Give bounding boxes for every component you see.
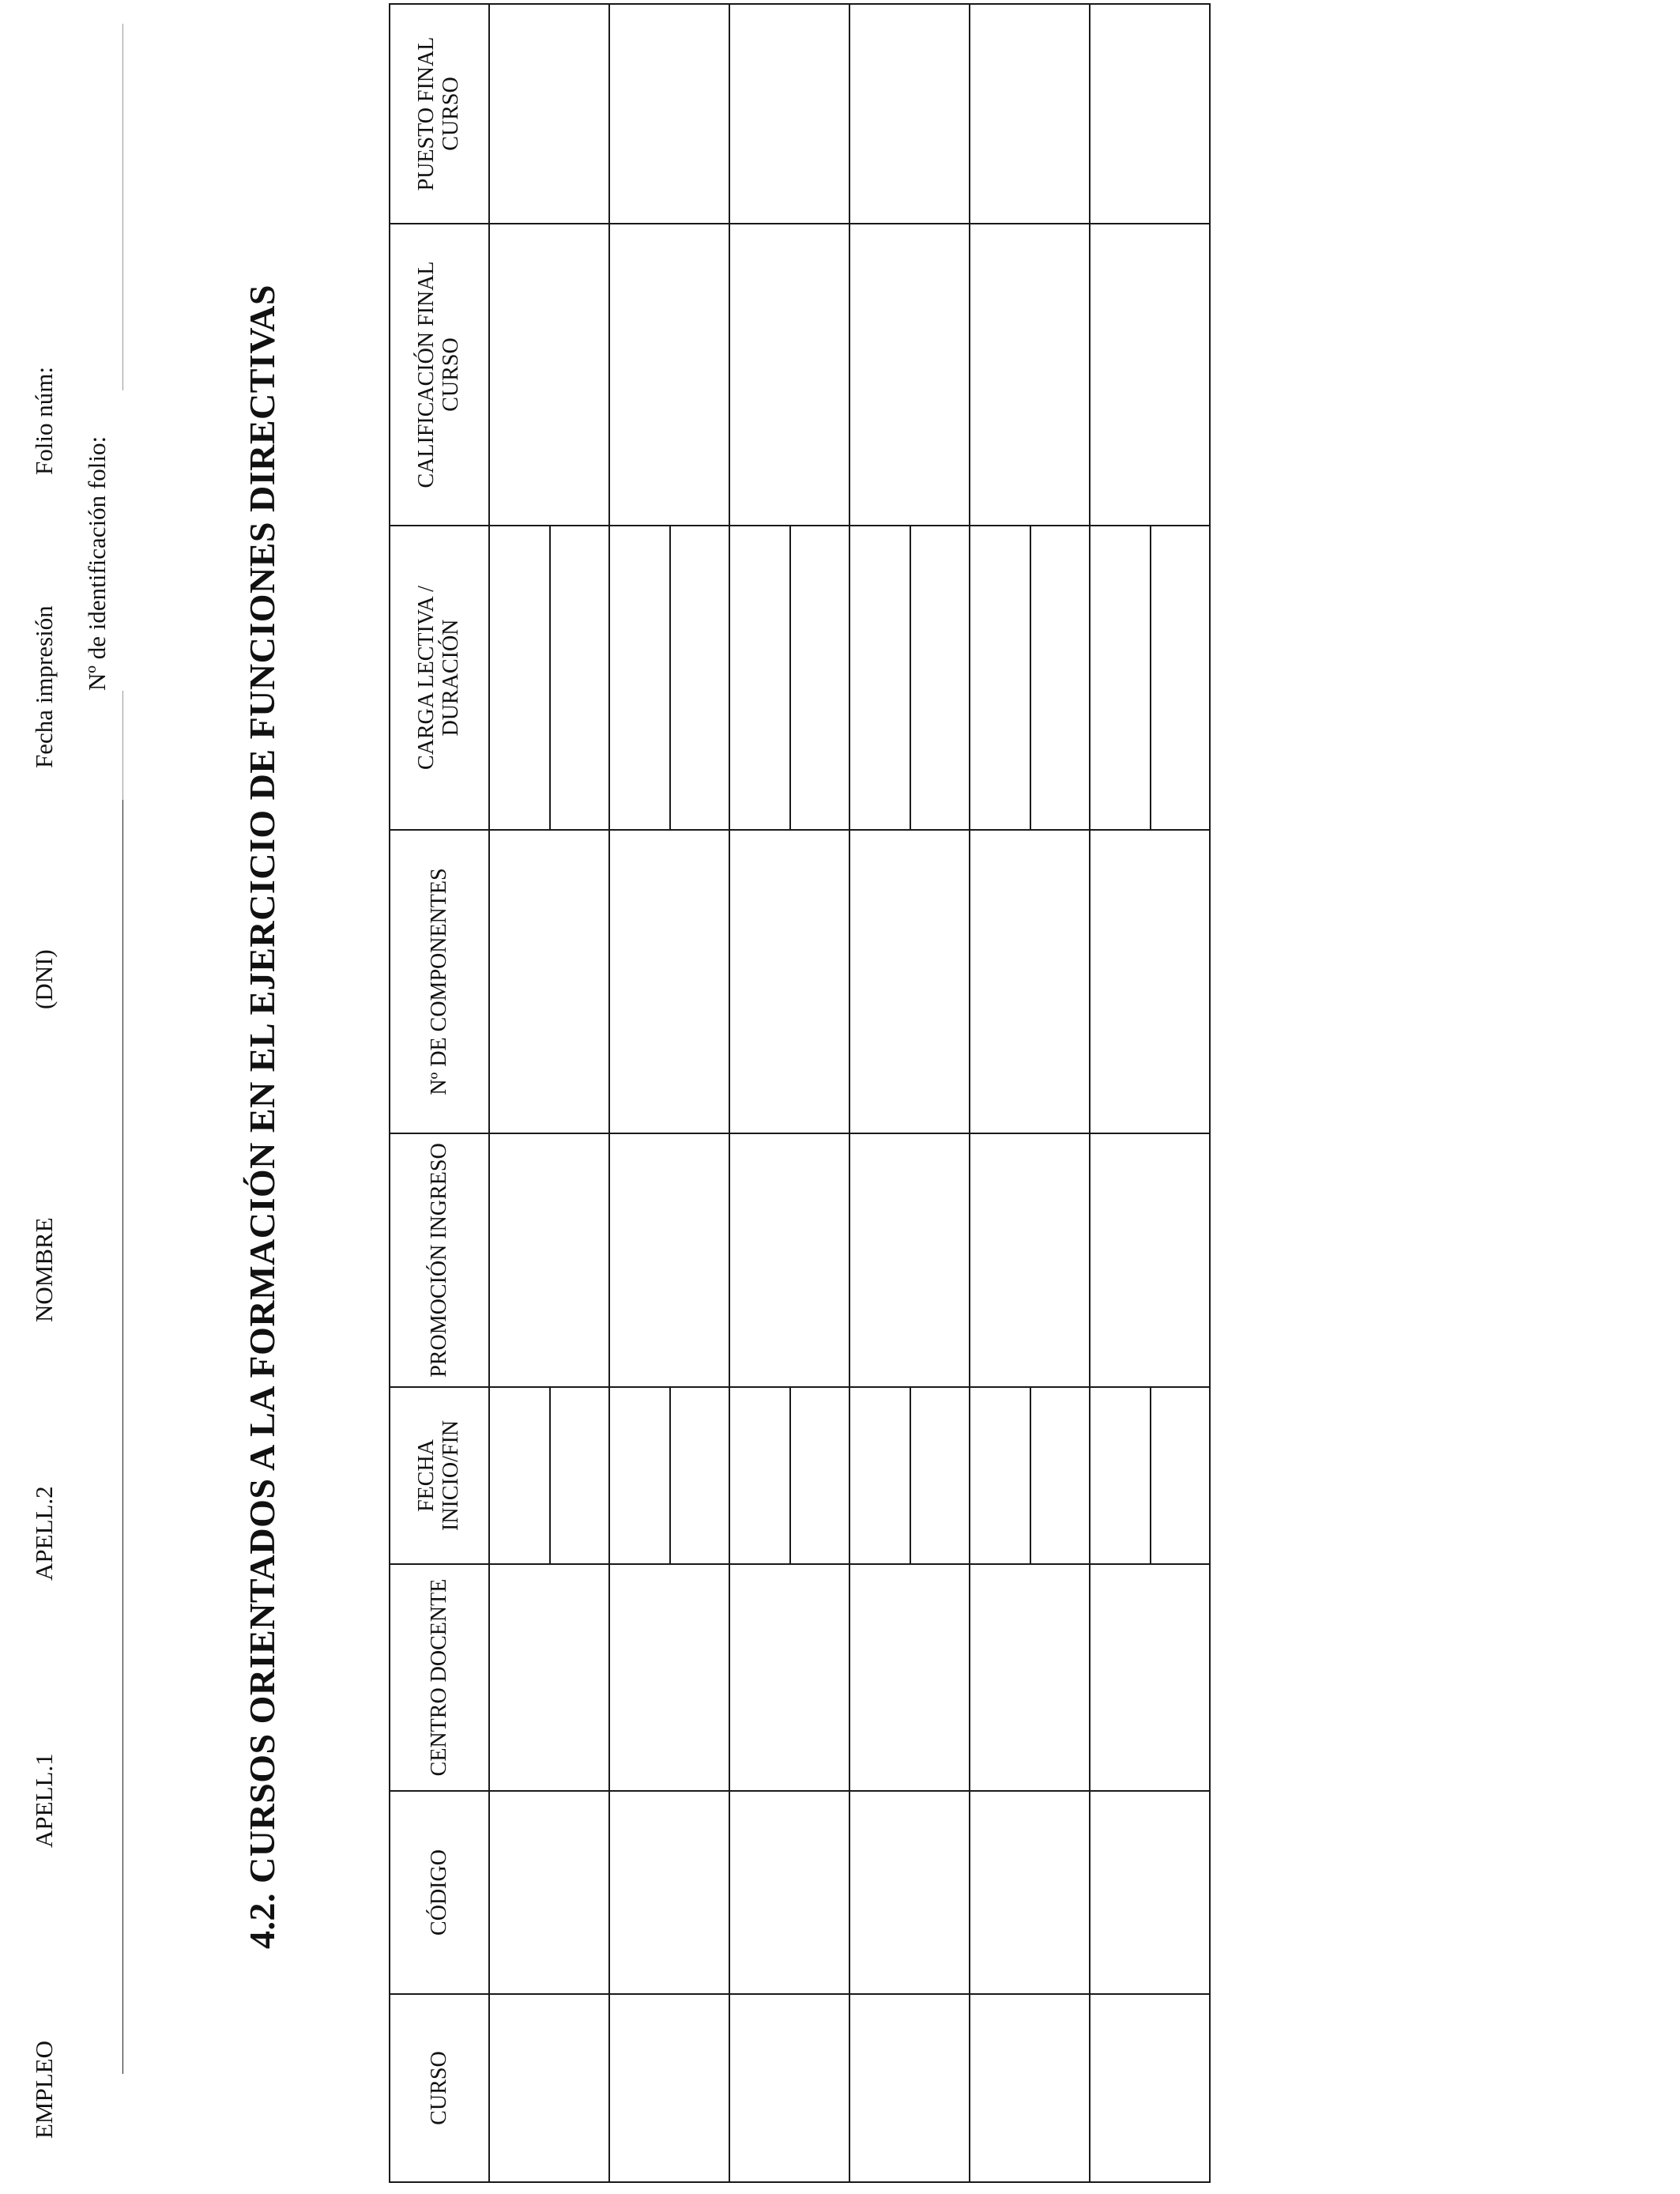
id-folio-label: Nº de identificación folio: xyxy=(83,435,111,691)
folio-num-label: Folio núm: xyxy=(30,367,58,475)
cell-promocion-ingreso[interactable] xyxy=(609,1133,729,1387)
cell-puesto[interactable] xyxy=(849,4,970,224)
cell-curso[interactable] xyxy=(970,1994,1090,2182)
cell-codigo[interactable] xyxy=(970,1791,1090,1994)
cell-subdivider xyxy=(1030,1388,1031,1563)
section-title: 4.2. CURSOS ORIENTADOS A LA FORMACIÓN EN EL EJERCICIO DE FUNCIONES DIRECTIVAS xyxy=(242,285,282,1949)
cell-centro-docente[interactable] xyxy=(489,1564,609,1791)
cell-subdivider xyxy=(549,1388,551,1563)
col-header-promocion-ingreso: PROMOCIÓN INGRESO xyxy=(390,1133,489,1387)
col-header-puesto: PUESTO FINAL CURSO xyxy=(390,4,489,224)
cell-subdivider xyxy=(669,526,671,829)
cell-componentes[interactable] xyxy=(729,830,849,1133)
table-row xyxy=(849,4,970,2182)
cell-fecha-inicio-fin[interactable] xyxy=(1090,1387,1210,1564)
cell-centro-docente[interactable] xyxy=(849,1564,970,1791)
cell-subdivider xyxy=(789,526,791,829)
cell-subdivider xyxy=(789,1388,791,1563)
cell-puesto[interactable] xyxy=(1090,4,1210,224)
cell-carga-lectiva[interactable] xyxy=(489,526,609,830)
cell-curso[interactable] xyxy=(729,1994,849,2182)
cell-fecha-inicio-fin[interactable] xyxy=(970,1387,1090,1564)
cell-fecha-inicio-fin[interactable] xyxy=(729,1387,849,1564)
table-row xyxy=(609,4,729,2182)
table-row xyxy=(1090,4,1210,2182)
table-row xyxy=(970,4,1090,2182)
cell-calificacion[interactable] xyxy=(970,224,1090,526)
cell-componentes[interactable] xyxy=(489,830,609,1133)
cell-centro-docente[interactable] xyxy=(970,1564,1090,1791)
cell-puesto[interactable] xyxy=(489,4,609,224)
col-header-calificacion: CALIFICACIÓN FINAL CURSO xyxy=(390,224,489,526)
cell-codigo[interactable] xyxy=(849,1791,970,1994)
cell-codigo[interactable] xyxy=(729,1791,849,1994)
dni-label: (DNI) xyxy=(30,949,58,1009)
cell-componentes[interactable] xyxy=(609,830,729,1133)
cell-codigo[interactable] xyxy=(1090,1791,1210,1994)
table-row xyxy=(729,4,849,2182)
cell-centro-docente[interactable] xyxy=(729,1564,849,1791)
col-header-curso: CURSO xyxy=(390,1994,489,2182)
cell-fecha-inicio-fin[interactable] xyxy=(609,1387,729,1564)
cell-calificacion[interactable] xyxy=(849,224,970,526)
cell-carga-lectiva[interactable] xyxy=(609,526,729,830)
cell-curso[interactable] xyxy=(609,1994,729,2182)
col-header-codigo: CÓDIGO xyxy=(390,1791,489,1994)
cell-componentes[interactable] xyxy=(970,830,1090,1133)
table-header-row xyxy=(390,4,489,2182)
cell-promocion-ingreso[interactable] xyxy=(849,1133,970,1387)
cell-carga-lectiva[interactable] xyxy=(849,526,970,830)
id-folio-line xyxy=(122,24,123,390)
nombre-label: NOMBRE xyxy=(30,1217,58,1322)
cell-subdivider xyxy=(1150,526,1151,829)
cell-calificacion[interactable] xyxy=(489,224,609,526)
cell-subdivider xyxy=(1150,1388,1151,1563)
cell-puesto[interactable] xyxy=(609,4,729,224)
cell-fecha-inicio-fin[interactable] xyxy=(849,1387,970,1564)
cell-carga-lectiva[interactable] xyxy=(729,526,849,830)
cell-codigo[interactable] xyxy=(489,1791,609,1994)
cell-calificacion[interactable] xyxy=(729,224,849,526)
cell-calificacion[interactable] xyxy=(1090,224,1210,526)
cell-promocion-ingreso[interactable] xyxy=(489,1133,609,1387)
empleo-label: EMPLEO xyxy=(30,2041,58,2139)
cell-curso[interactable] xyxy=(849,1994,970,2182)
cell-componentes[interactable] xyxy=(1090,830,1210,1133)
cell-centro-docente[interactable] xyxy=(609,1564,729,1791)
cell-curso[interactable] xyxy=(1090,1994,1210,2182)
cell-fecha-inicio-fin[interactable] xyxy=(489,1387,609,1564)
cell-promocion-ingreso[interactable] xyxy=(729,1133,849,1387)
col-header-componentes: Nº DE COMPONENTES xyxy=(390,830,489,1133)
col-header-carga-lectiva: CARGA LECTIVA / DURACIÓN xyxy=(390,526,489,830)
cell-subdivider xyxy=(669,1388,671,1563)
cell-promocion-ingreso[interactable] xyxy=(1090,1133,1210,1387)
cell-componentes[interactable] xyxy=(849,830,970,1133)
col-header-fecha-inicio-fin: FECHA INICIO/FIN xyxy=(390,1387,489,1564)
cell-puesto[interactable] xyxy=(970,4,1090,224)
cell-subdivider xyxy=(549,526,551,829)
cell-subdivider xyxy=(1030,526,1031,829)
table-row xyxy=(489,4,609,2182)
cell-carga-lectiva[interactable] xyxy=(1090,526,1210,830)
cell-carga-lectiva[interactable] xyxy=(970,526,1090,830)
col-header-centro-docente: CENTRO DOCENTE xyxy=(390,1564,489,1791)
cell-codigo[interactable] xyxy=(609,1791,729,1994)
cell-centro-docente[interactable] xyxy=(1090,1564,1210,1791)
cell-subdivider xyxy=(910,1388,911,1563)
fecha-impresion-label: Fecha impresión xyxy=(30,605,58,768)
cell-calificacion[interactable] xyxy=(609,224,729,526)
courses-table xyxy=(389,3,1211,2183)
cell-puesto[interactable] xyxy=(729,4,849,224)
id-field-leader-line xyxy=(122,691,123,800)
cell-curso[interactable] xyxy=(489,1994,609,2182)
apell1-label: APELL.1 xyxy=(30,1753,58,1848)
apell2-label: APELL.2 xyxy=(30,1486,58,1581)
cell-subdivider xyxy=(910,526,911,829)
name-field-line xyxy=(122,800,123,2074)
cell-promocion-ingreso[interactable] xyxy=(970,1133,1090,1387)
